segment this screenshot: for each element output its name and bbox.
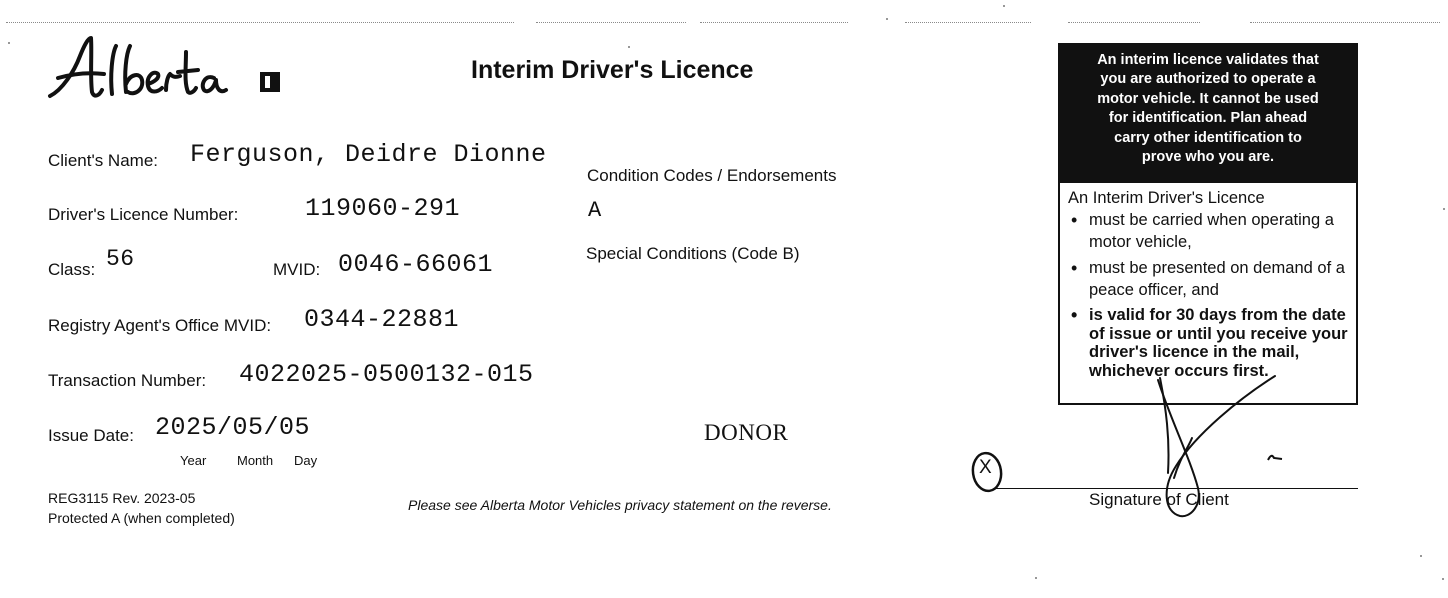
mvid-value: 0046-66061 [338,250,494,279]
licence-number-label: Driver's Licence Number: [48,205,239,224]
top-dotted-line [6,22,514,23]
class-value: 56 [106,246,135,272]
scan-speck [1442,578,1444,580]
issue-date-value: 2025/05/05 [155,413,311,442]
notice-warning [1060,45,1356,183]
registry-mvid-label: Registry Agent's Office MVID: [48,316,272,335]
notice-warning-line: carry other identification to [1114,129,1302,146]
signature-x-marker [970,450,1004,496]
alberta-logo [44,32,289,106]
issue-date-month-caption: Month [237,453,274,468]
scan-speck [886,18,888,20]
form-code: REG3115 Rev. 2023-05 [48,490,196,506]
top-dotted-line [536,22,686,23]
issue-date-year-caption: Year [180,453,207,468]
special-conditions-label: Special Conditions (Code B) [586,244,800,263]
notice-bullet: • must be carried when operating a motor vehicle, [1068,209,1348,253]
notice-bullet-bold: • is valid for 30 days from the date of issue or until you receive your driver's licence in the mail, whichever occurs first. [1068,306,1348,380]
notice-details [1060,183,1356,380]
signature-label: Signature of Client [1089,490,1229,509]
signature-x-text: X [979,457,992,478]
client-name-value: Ferguson, Deidre Dionne [190,140,547,169]
donor-indicator: DONOR [704,420,789,445]
notice-warning-line: An interim licence validates that [1097,52,1319,68]
document-title: Interim Driver's Licence [471,56,754,84]
issue-date-day-caption: Day [294,453,318,468]
handwritten-signature [1140,368,1310,523]
notice-bullet: • must be presented on demand of a peace officer, and [1068,257,1348,301]
scan-speck [8,42,10,44]
protected-notice: Protected A (when completed) [48,510,235,526]
notice-warning-line: motor vehicle. It cannot be used [1097,90,1319,107]
notice-warning-line: for identification. Plan ahead [1108,110,1308,127]
top-dotted-line [905,22,1031,23]
licence-number-value: 119060-291 [305,194,461,223]
registry-mvid-value: 0344-22881 [304,305,460,334]
issue-date-label: Issue Date: [48,426,134,445]
privacy-statement: Please see Alberta Motor Vehicles privacy statement on the reverse. [408,497,832,513]
mvid-label: MVID: [273,260,321,279]
client-name-label: Client's Name: [48,151,159,170]
condition-codes-value: A [588,198,602,223]
scan-speck [628,46,630,48]
class-label: Class: [48,260,96,279]
scan-speck [1420,555,1422,557]
transaction-number-value: 4022025-0500132-015 [239,360,534,389]
notice-warning-line: prove who you are. [1141,149,1275,166]
transaction-number-label: Transaction Number: [48,371,207,390]
condition-codes-label: Condition Codes / Endorsements [587,166,837,185]
top-dotted-line [1068,22,1200,23]
notice-list [1068,209,1348,380]
scan-speck [1035,577,1037,579]
top-dotted-line [700,22,848,23]
notice-warning-line: you are authorized to operate a [1100,71,1316,88]
top-dotted-line [1250,22,1440,23]
scan-speck [1003,5,1005,7]
notice-box [1058,43,1358,405]
scan-speck [1443,208,1445,210]
notice-heading: An Interim Driver's Licence [1068,189,1265,207]
